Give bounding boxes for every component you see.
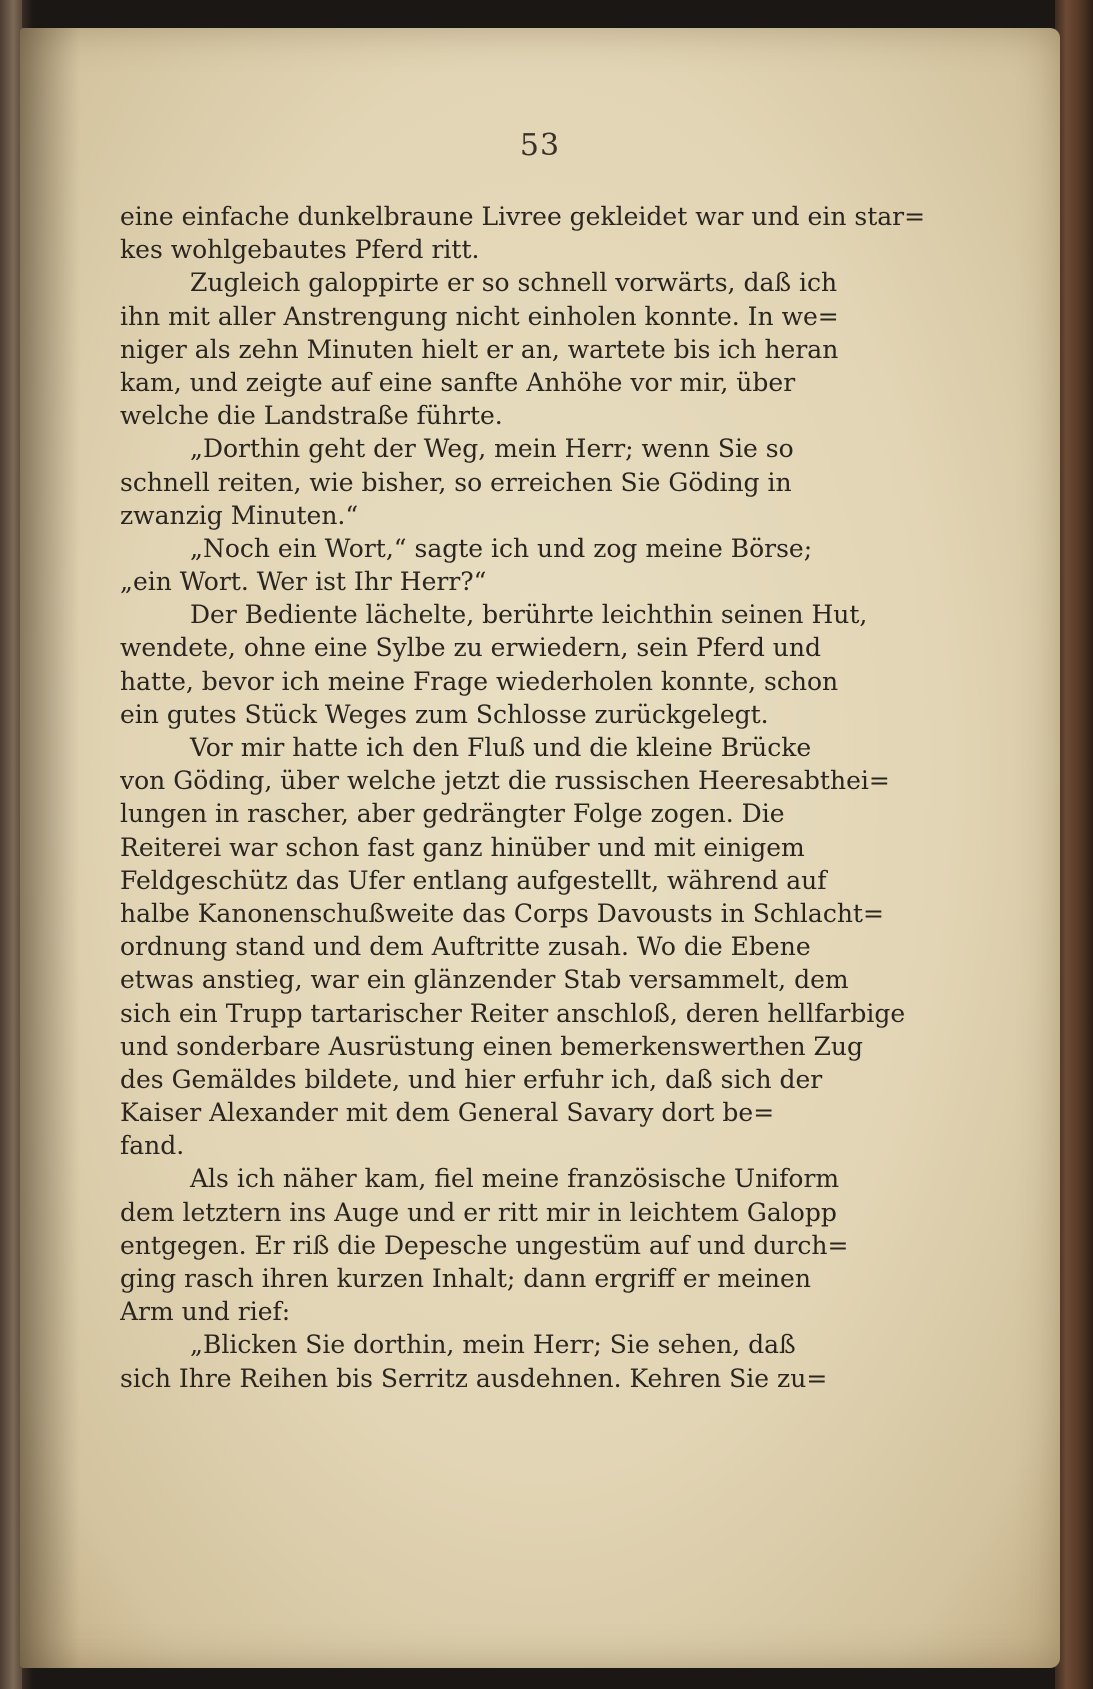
text-line: ordnung stand und dem Auftritte zusah. Wo die Ebene: [120, 932, 811, 962]
text-line: hatte, bevor ich meine Frage wiederholen konnte, schon: [120, 666, 839, 696]
text-line: halbe Kanonenschußweite das Corps Davousts in Schlacht=: [120, 898, 884, 928]
text-line: dem letztern ins Auge und er ritt mir in leichtem Galopp: [120, 1197, 837, 1227]
text-line: „Noch ein Wort,“ sagte ich und zog meine Börse;: [190, 533, 813, 563]
text-line: Arm und rief:: [120, 1297, 291, 1327]
text-line: Als ich näher kam, fiel meine französische Uniform: [190, 1164, 840, 1194]
text-line: ein gutes Stück Weges zum Schlosse zurückgelegt.: [120, 699, 769, 729]
text-line: ihn mit aller Anstrengung nicht einholen konnte. In we=: [120, 301, 839, 331]
text-line: Zugleich galoppirte er so schnell vorwärts, daß ich: [190, 268, 838, 298]
text-line: kam, und zeigte auf eine sanfte Anhöhe vor mir, über: [120, 367, 796, 397]
text-line: welche die Landstraße führte.: [120, 401, 503, 431]
text-line: wendete, ohne eine Sylbe zu erwiedern, sein Pferd und: [120, 633, 821, 663]
text-line: Reiterei war schon fast ganz hinüber und mit einigem: [120, 832, 805, 862]
spine-shadow: [20, 28, 80, 1668]
page-number: 53: [519, 128, 561, 163]
paper-page: [20, 28, 1060, 1668]
text-line: lungen in rascher, aber gedrängter Folge zogen. Die: [120, 799, 785, 829]
text-line: von Göding, über welche jetzt die russischen Heeresabthei=: [120, 766, 890, 796]
text-line: des Gemäldes bildete, und hier erfuhr ich, daß sich der: [120, 1064, 823, 1094]
text-line: zwanzig Minuten.“: [120, 500, 359, 530]
body-text: [120, 200, 958, 1395]
text-line: kes wohlgebautes Pferd ritt.: [120, 235, 480, 265]
text-line: „ein Wort. Wer ist Ihr Herr?“: [120, 567, 487, 597]
text-line: und sonderbare Ausrüstung einen bemerkenswerthen Zug: [120, 1031, 864, 1061]
text-line: „Dorthin geht der Weg, mein Herr; wenn Sie so: [190, 434, 794, 464]
text-line: sich Ihre Reihen bis Serritz ausdehnen. Kehren Sie zu=: [120, 1363, 828, 1393]
text-line: „Blicken Sie dorthin, mein Herr; Sie sehen, daß: [190, 1330, 796, 1360]
text-line: etwas anstieg, war ein glänzender Stab versammelt, dem: [120, 965, 849, 995]
text-line: Feldgeschütz das Ufer entlang aufgestellt, während auf: [120, 865, 827, 895]
text-line: Vor mir hatte ich den Fluß und die kleine Brücke: [190, 733, 812, 762]
text-line: schnell reiten, wie bisher, so erreichen Sie Göding in: [120, 467, 792, 497]
text-line: sich ein Trupp tartarischer Reiter anschloß, deren hellfarbige: [120, 998, 906, 1028]
book-cover-edge: [1055, 0, 1093, 1689]
text-line: niger als zehn Minuten hielt er an, wartete bis ich heran: [120, 334, 839, 364]
text-line: Der Bediente lächelte, berührte leichthin seinen Hut,: [190, 600, 868, 630]
text-line: fand.: [120, 1131, 185, 1161]
text-line: Kaiser Alexander mit dem General Savary dort be=: [120, 1098, 775, 1128]
text-line: eine einfache dunkelbraune Livree gekleidet war und ein star=: [120, 202, 926, 231]
book-binding: [0, 0, 22, 1689]
text-line: ging rasch ihren kurzen Inhalt; dann ergriff er meinen: [120, 1264, 811, 1293]
text-line: entgegen. Er riß die Depesche ungestüm auf und durch=: [120, 1230, 849, 1260]
